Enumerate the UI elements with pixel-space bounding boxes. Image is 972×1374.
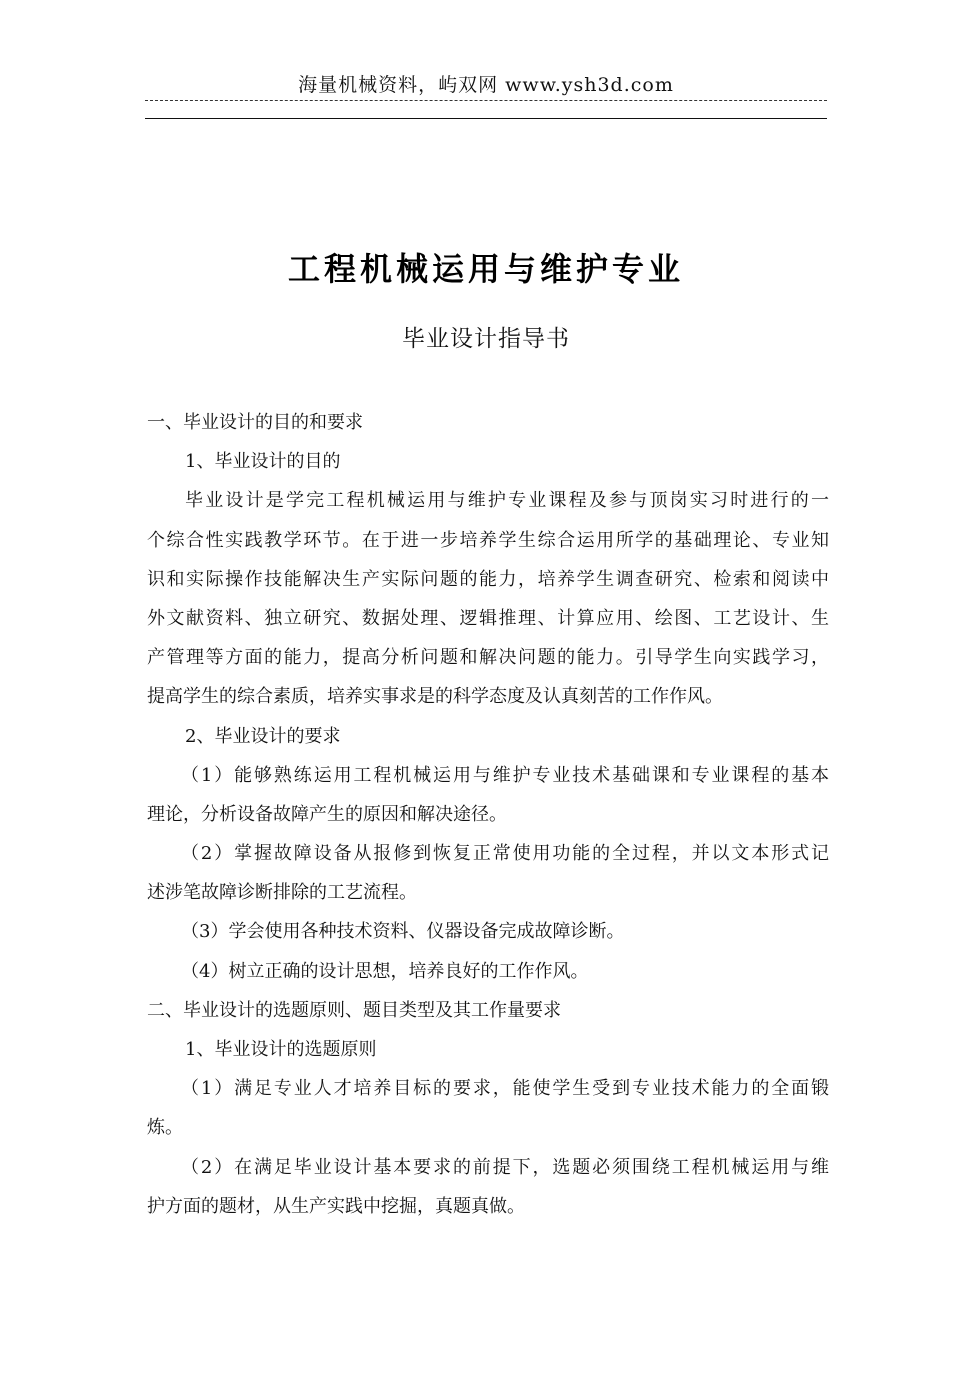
list-item-line: （1）满足专业人才培养目标的要求，能使学生受到专业技术能力的全面锻 [181,1078,829,1100]
list-item-line: （3）学会使用各种技术资料、仪器设备完成故障诊断。 [181,921,625,943]
list-item-line: 理论，分析设备故障产生的原因和解决途径。 [147,803,507,825]
paragraph-line: 提高学生的综合素质，培养实事求是的科学态度及认真刻苦的工作作风。 [147,686,723,708]
header-dotted-rule [145,100,827,101]
list-item-line: （1）能够熟练运用工程机械运用与维护专业技术基础课和专业课程的基本 [181,764,829,786]
list-item-line: 述涉笔故障诊断排除的工艺流程。 [147,882,417,904]
list-item-line: （2）在满足毕业设计基本要求的前提下，选题必须围绕工程机械运用与维 [181,1156,829,1178]
list-item-line: 炼。 [147,1117,183,1139]
paragraph-line: 外文献资料、独立研究、数据处理、逻辑推理、计算应用、绘图、工艺设计、生 [147,607,829,629]
paragraph-line: 识和实际操作技能解决生产实际问题的能力，培养学生调查研究、检索和阅读中 [147,568,829,590]
list-item-line: 护方面的题材，从生产实践中挖掘，真题真做。 [147,1195,525,1217]
paragraph-line: 毕业设计是学完工程机械运用与维护专业课程及参与顶岗实习时进行的一 [185,490,829,512]
section-heading: 二、毕业设计的选题原则、题目类型及其工作量要求 [147,999,561,1021]
header-solid-rule [145,118,827,119]
document-subtitle: 毕业设计指导书 [402,326,570,352]
document-body [147,403,829,1226]
page-header: 海量机械资料，屿双网 www.ysh3d.com [298,74,674,96]
subsection-heading: 1、毕业设计的选题原则 [185,1039,377,1060]
list-item-line: （4）树立正确的设计思想，培养良好的工作作风。 [181,960,589,982]
paragraph-line: 产管理等方面的能力，提高分析问题和解决问题的能力。引导学生向实践学习， [147,647,829,669]
list-item-line: （2）掌握故障设备从报修到恢复正常使用功能的全过程，并以文本形式记 [181,843,829,865]
section-heading: 一、毕业设计的目的和要求 [147,412,363,433]
paragraph-line: 个综合性实践教学环节。在于进一步培养学生综合运用所学的基础理论、专业知 [147,529,829,551]
subsection-heading: 2、毕业设计的要求 [185,725,341,747]
document-title: 工程机械运用与维护专业 [287,250,684,288]
subsection-heading: 1、毕业设计的目的 [185,451,341,473]
